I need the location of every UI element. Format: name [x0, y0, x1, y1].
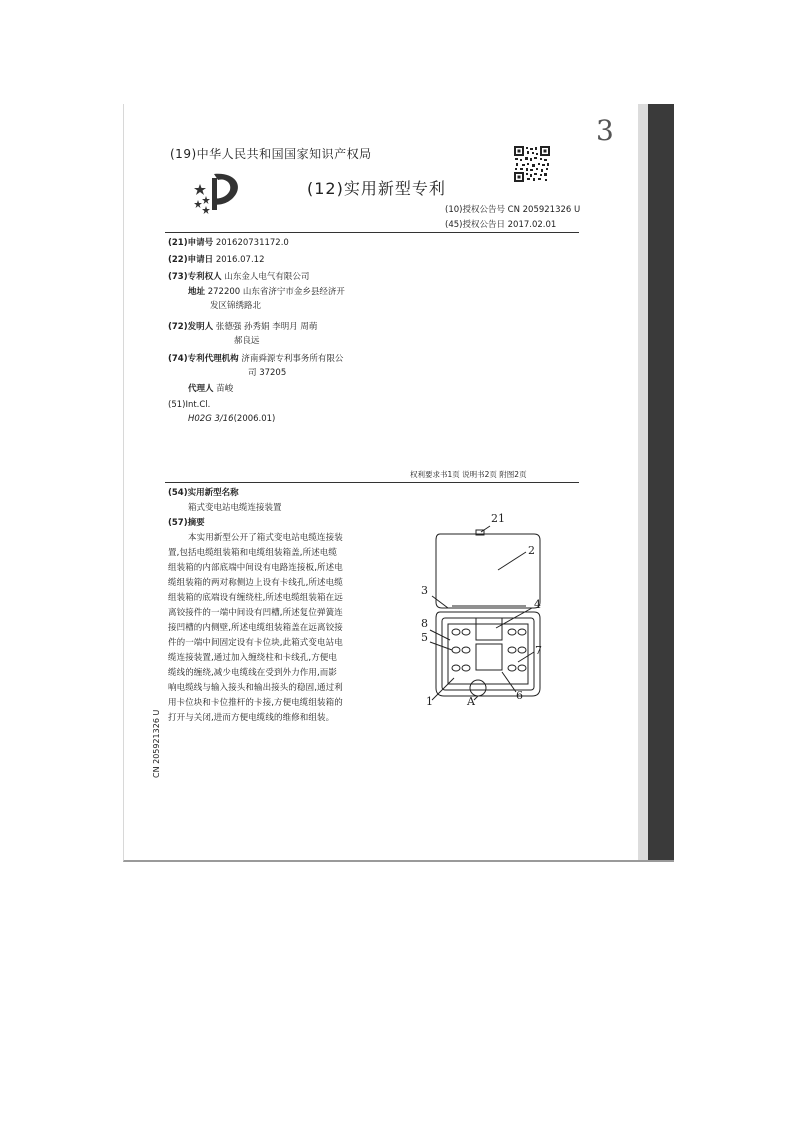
abstract-line: 置,包括电缆组装箱和电缆组装箱盖,所述电缆 [168, 548, 338, 558]
inventors-value-2: 郝良远 [234, 336, 260, 346]
app-no-value: 201620731172.0 [215, 238, 289, 248]
patent-type: (12)实用新型专利 [307, 179, 446, 198]
address-value-2: 发区锦绣路北 [210, 301, 262, 311]
utility-title: 箱式变电站电缆连接装置 [188, 503, 282, 513]
abstract-line: 缆线的缠绕,减少电缆线在受到外力作用,而影 [168, 668, 338, 678]
app-date-value: 2016.07.12 [215, 255, 265, 265]
abstract-line: 离铰接件的一端中间设有凹槽,所述复位弹簧连 [168, 608, 343, 618]
inventors-value-1: 张德强 孙秀娟 李明月 周萌 [215, 322, 318, 332]
qr-code-icon [514, 146, 550, 182]
abstract-line: 响电缆线与输入接头和输出接头的稳固,通过利 [168, 683, 343, 693]
owner-row [168, 270, 309, 282]
address-label: 地址 [188, 287, 206, 297]
detail-circle-a [470, 680, 486, 696]
address-value-1: 272200 山东省济宁市金乡县经济开 [207, 287, 345, 297]
abstract-label: (57)摘要 [168, 518, 205, 528]
label-5: 5 [421, 631, 428, 644]
scan-edge-dark [648, 104, 674, 860]
abstract-line: 缆组装箱的两对称侧边上设有卡线孔,所述电缆 [168, 578, 343, 588]
app-no-row [168, 236, 289, 248]
owner-value: 山东金人电气有限公司 [224, 272, 310, 282]
handwritten-page-mark: 3 [596, 114, 614, 147]
title-label: (54)实用新型名称 [168, 488, 239, 498]
inventors-label: (72)发明人 [168, 322, 214, 332]
header-divider [165, 232, 579, 233]
abstract-divider [165, 482, 579, 483]
agency-value-1: 济南舜源专利事务所有限公 [241, 354, 344, 364]
label-6: 6 [516, 689, 523, 702]
publication-date: (45)授权公告日 2017.02.01 [445, 220, 557, 230]
circuit-board-lower [476, 644, 502, 670]
address-row [188, 285, 345, 297]
owner-label: (73)专利权人 [168, 272, 222, 282]
intcl-row [188, 414, 275, 424]
abstract-line: 组装箱的底端设有缠绕柱,所述电缆组装箱在远 [168, 593, 343, 603]
label-8: 8 [421, 617, 428, 630]
intcl-code: H02G 3/16 [188, 414, 234, 424]
side-publication-number: CN 205921326 U [152, 709, 161, 778]
label-2: 2 [528, 544, 535, 557]
app-date-label: (22)申请日 [168, 255, 214, 265]
agent-value: 苗峻 [216, 384, 234, 394]
agent-row [188, 382, 233, 394]
app-date-row [168, 253, 264, 265]
agency-value-2: 司 37205 [248, 368, 287, 378]
scan-edge-shadow [638, 104, 648, 860]
abstract-line: 件的一端中间固定设有卡位块,此箱式变电站电 [168, 638, 343, 648]
patent-page [123, 104, 674, 862]
label-4: 4 [534, 598, 541, 611]
label-21: 21 [491, 512, 505, 525]
abstract-line: 本实用新型公开了箱式变电站电缆连接装 [188, 533, 343, 543]
abstract-line: 打开与关闭,进而方便电缆线的维修和组装。 [168, 713, 335, 723]
page-counts: 权利要求书1页 说明书2页 附图2页 [410, 470, 527, 479]
abstract-line: 用卡位块和卡位推杆的卡接,方便电缆组装箱的 [168, 698, 343, 708]
device-drawing [418, 512, 568, 712]
abstract-line: 组装箱的内部底端中间设有电路连接板,所述电 [168, 563, 343, 573]
label-1: 1 [426, 695, 433, 708]
publication-number: (10)授权公告号 CN 205921326 U [445, 205, 581, 215]
box-outline [436, 612, 540, 696]
abstract-line: 接凹槽的内侧壁,所述电缆组装箱盖在远离铰接 [168, 623, 343, 633]
intcl-label: (51)Int.Cl. [168, 400, 211, 410]
label-a: A [467, 695, 475, 708]
app-no-label: (21)申请号 [168, 238, 214, 248]
agent-label: 代理人 [188, 384, 214, 394]
patent-office: (19)中华人民共和国国家知识产权局 [170, 147, 372, 161]
label-3: 3 [421, 584, 428, 597]
agency-row [168, 352, 343, 364]
sipo-emblem-icon [192, 170, 244, 216]
label-7: 7 [535, 644, 542, 657]
abstract-line: 缆连接装置,通过加入缠绕柱和卡线孔,方便电 [168, 653, 338, 663]
agency-label: (74)专利代理机构 [168, 354, 239, 364]
intcl-year: (2006.01) [233, 414, 276, 424]
lid-outline [436, 534, 540, 608]
circuit-board [476, 618, 502, 640]
inventors-row [168, 320, 317, 332]
